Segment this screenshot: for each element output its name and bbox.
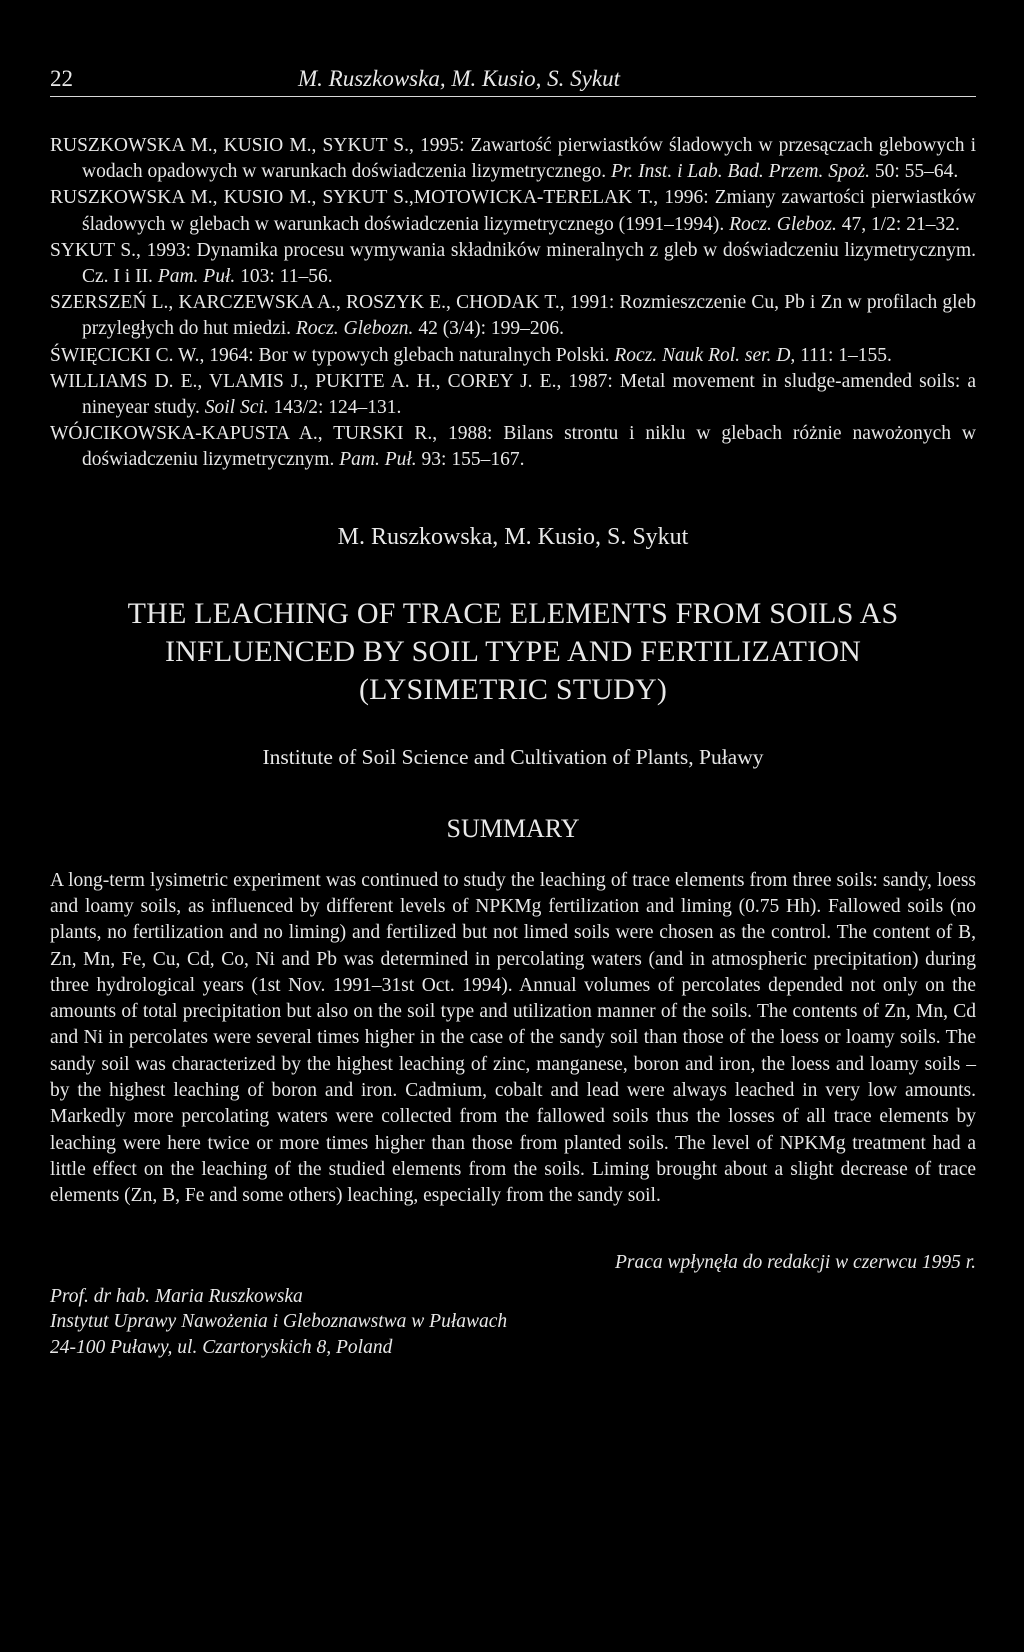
reference-item [50,343,976,369]
reference-item [50,185,976,237]
summary-heading: SUMMARY [446,813,580,843]
reference-authors: WÓJCIKOWSKA-KAPUSTA A., TURSKI R. [50,423,433,445]
reference-authors: RUSZKOWSKA M., KUSIO M., SYKUT S. [50,135,409,156]
reference-tail: 42 (3/4): 199–206. [413,318,565,340]
reference-item [50,238,976,290]
reference-item [50,133,976,185]
running-authors: M. Ruszkowska, M. Kusio, S. Sykut [298,66,620,91]
address-line: Prof. dr hab. Maria Ruszkowska [50,1285,303,1307]
page [50,66,976,1360]
reference-journal: Rocz. Gleboz. [729,213,837,235]
reference-text: , 1964: Bor w typowych glebach naturalnych Polski. [199,344,615,366]
reference-tail: 47, 1/2: 21–32. [836,213,960,235]
reference-tail: 103: 11–56. [235,266,333,288]
reference-journal: Rocz. Nauk Rol. ser. D, [614,344,796,366]
reference-tail: 93: 155–167. [416,449,525,471]
reference-text: , 1987: Metal movement in sludge-amended soils: a nineyear study. [82,370,976,419]
reference-text: , 1988: Bilans strontu i niklu w glebach różnie nawożonych w doświadczeniu lizymetrycznym. [82,423,976,471]
title-line: INFLUENCED BY SOIL TYPE AND FERTILIZATION [164,634,862,668]
reference-journal: Pr. Inst. i Lab. Bad. Przem. Spoż. [611,161,870,183]
reference-authors: ŚWIĘCICKI C. W. [50,344,200,366]
reference-item [50,290,976,342]
reference-authors: SYKUT S. [50,239,137,261]
institute-affiliation: Institute of Soil Science and Cultivation of Plants, Puławy [262,744,764,769]
received-note: Praca wpłynęła do redakcji w czerwcu 1995 r. [614,1251,976,1273]
article-byline: M. Ruszkowska, M. Kusio, S. Sykut [337,523,689,550]
reference-tail: 143/2: 124–131. [268,397,402,419]
reference-journal: Rocz. Glebozn. [295,318,414,340]
reference-text: , 1993: Dynamika procesu wymywania składników mineralnych z gleb w doświadczeniu lizymetrycznym. Cz. I i II. [82,239,976,288]
reference-authors: SZERSZEŃ L., KARCZEWSKA A., ROSZYK E., CHODAK T. [50,292,560,314]
summary-body: A long-term lysimetric experiment was continued to study the leaching of trace elements from three soils: sandy, loess and loamy soils, as influenced by different levels of NPKMg fertilization and liming (0.75 Hh). Fallowed soils (no plants, no fertilization and no liming) and fertilized but not limed soils were chosen as the control. The content of B, Zn, Mn, Fe, Cu, Cd, Co, Ni and Pb was determined in percolating waters (and in atmospheric precipitation) during three hydrological years (1st Nov. 1991–31st Oct. 1994). Annual volumes of percolates depended not only on the amounts of total precipitation but also on the soil type and utilization manner of the soils. The contents of Zn, Mn, Cd and Ni in percolates were several times higher in the case of the sandy soil than those of the loess or loamy soils. The sandy soil was characterized by the highest leaching of zinc, manganese, boron and iron, the loess and loamy soils – by the highest leaching of boron and iron. Cadmium, cobalt and lead were always leached in very low amounts. Markedly more percolating waters were collected from the fallowed soils thus the losses of all trace elements by leaching were here twice or more times higher than those from planted soils. The level of NPKMg treatment had a little effect on the leaching of the studied elements from the soils. Liming brought about a slight decrease of trace elements (Zn, B, Fe and some others) leaching, especially from the sandy soil. [50,869,976,1207]
title-line: (LYSIMETRIC STUDY) [358,672,668,706]
author-address [50,1284,976,1361]
reference-item [50,369,976,421]
address-line: 24-100 Puławy, ul. Czartoryskich 8, Poland [50,1336,393,1358]
reference-authors: WILLIAMS D. E., VLAMIS J., PUKITE A. H., COREY J. E. [50,370,557,392]
reference-tail: 50: 55–64. [869,161,959,183]
reference-item [50,421,976,473]
address-line: Instytut Uprawy Nawożenia i Gleboznawstwa w Puławach [50,1311,508,1332]
title-line: THE LEACHING OF TRACE ELEMENTS FROM SOILS AS [127,596,899,630]
reference-text: , 1991: Rozmieszczenie Cu, Pb i Zn w profilach gleb przyległych do hut miedzi. [82,292,976,340]
reference-text: , 1995: Zawartość pierwiastków śladowych w przesączach glebowych i wodach opadowych w warunkach doświadczenia lizymetrycznego. [82,135,976,183]
running-header [50,66,976,97]
reference-tail: 111: 1–155. [795,344,892,366]
page-number: 22 [50,66,73,91]
reference-text: , 1996: Zmiany zawartości pierwiastków śladowych w glebach w warunkach doświadczenia lizymetrycznego (1991–1994). [82,187,977,235]
reference-list [50,133,976,474]
article-title [50,595,976,709]
reference-journal: Soil Sci. [204,397,269,419]
reference-authors: RUSZKOWSKA M., KUSIO M., SYKUT S.,MOTOWICKA-TERELAK T. [50,187,654,209]
reference-journal: Pam. Puł. [157,266,236,288]
reference-journal: Pam. Puł. [339,449,417,471]
